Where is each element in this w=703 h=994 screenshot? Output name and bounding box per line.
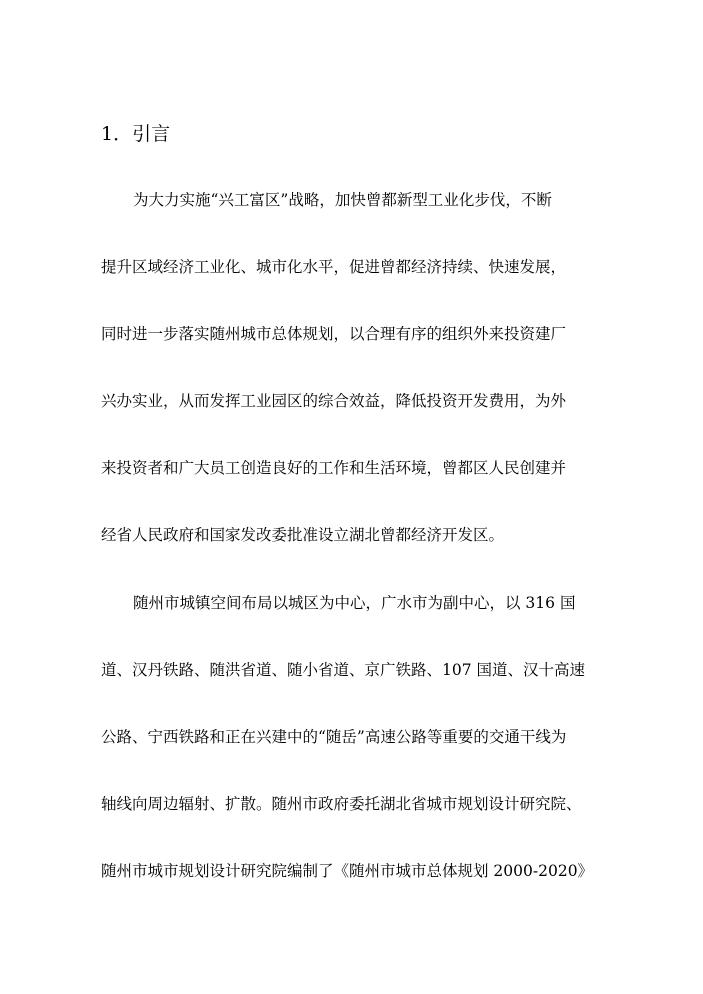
paragraph-line: 经省人民政府和国家发改委批准设立湖北曾都经济开发区。 (101, 526, 505, 544)
paragraph-line: 轴线向周边辐射、扩散。随州市政府委托湖北省城市规划设计研究院、 (101, 795, 582, 813)
paragraph-line: 提升区域经济工业化、城市化水平，促进曾都经济持续、快速发展， (101, 258, 567, 276)
paragraph-line: 公路、宁西铁路和正在兴建中的“随岳”高速公路等重要的交通干线为 (101, 728, 567, 746)
paragraph-line: 兴办实业，从而发挥工业园区的综合效益，降低投资开发费用，为外 (101, 392, 567, 410)
paragraph-line: 随州市城镇空间布局以城区为中心，广水市为副中心，以 316 国 (133, 594, 576, 612)
section-heading: 1．引言 (101, 123, 171, 145)
paragraph-line: 道、汉丹铁路、随洪省道、随小省道、京广铁路、107 国道、汉十高速 (101, 661, 586, 679)
paragraph-line: 随州市城市规划设计研究院编制了《随州市城市总体规划 2000-2020》 (101, 862, 594, 880)
paragraph-line: 来投资者和广大员工创造良好的工作和生活环境，曾都区人民创建并 (101, 459, 567, 477)
paragraph-line: 为大力实施“兴工富区”战略，加快曾都新型工业化步伐，不断 (133, 191, 552, 209)
paragraph-line: 同时进一步落实随州城市总体规划，以合理有序的组织外来投资建厂 (101, 325, 567, 343)
